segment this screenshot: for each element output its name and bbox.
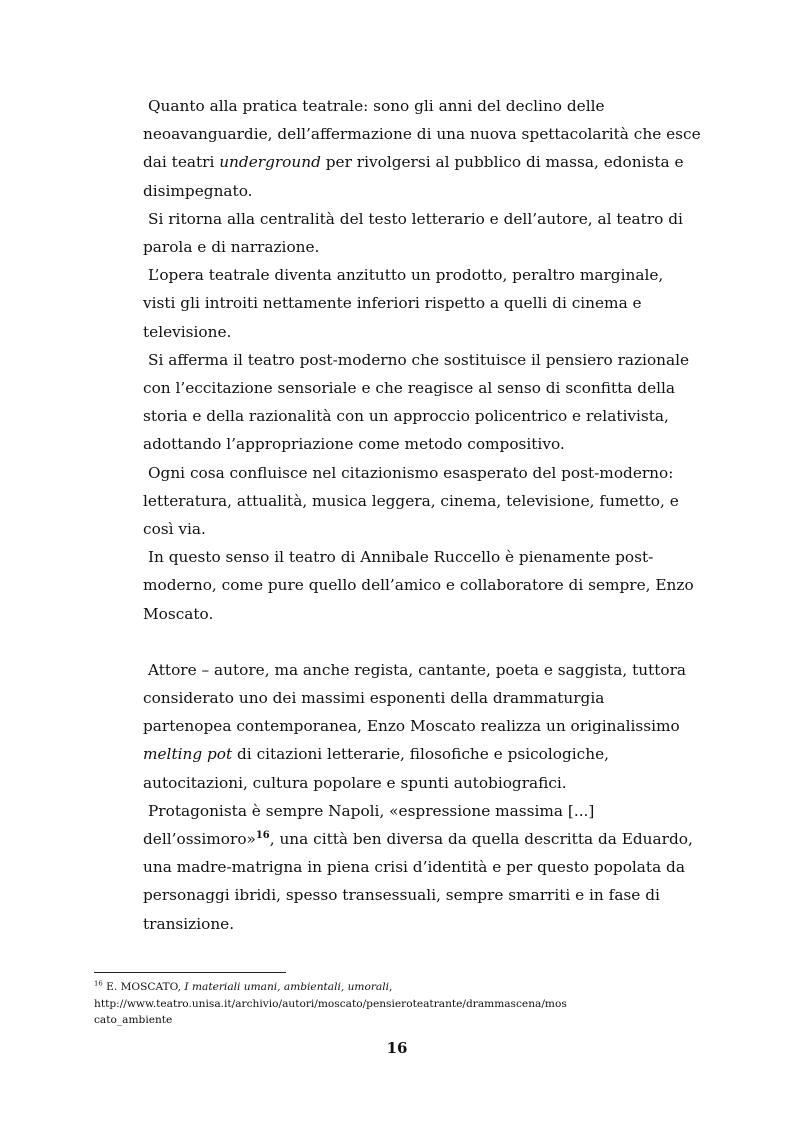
footnote-punctuation: , (389, 981, 393, 993)
text-line: con l’eccitazione sensoriale e che reagisce al senso di sconfitta della (143, 379, 676, 398)
footnote-url-continuation[interactable]: cato_ambiente (94, 1014, 173, 1026)
text-line: Si ritorna alla centralità del testo letterario e dell’autore, al teatro di (148, 209, 683, 228)
italic-term: melting pot (143, 745, 233, 764)
footnote-author: E. MOSCATO, (102, 981, 185, 993)
text-line: Moscato. (143, 604, 214, 623)
text-line: moderno, come pure quello dell’amico e collaboratore di sempre, Enzo (143, 576, 694, 595)
footnote-title: I materiali umani, ambientali, umorali (184, 981, 390, 993)
footnote-separator (94, 972, 286, 973)
text-line: Si afferma il teatro post-moderno che sostituisce il pensiero razionale (148, 350, 690, 369)
page-number: 16 (386, 1039, 408, 1057)
text-line: storia e della razionalità con un approccio policentrico e relativista, (143, 407, 669, 426)
footnote-url[interactable]: http://www.teatro.unisa.it/archivio/autori/moscato/pensieroteatrante/drammascena/mos (94, 997, 567, 1010)
text-run: , una città ben diversa da quella descritta da Eduardo, (269, 830, 693, 849)
text-line: Attore – autore, ma anche regista, cantante, poeta e saggista, tuttora (148, 660, 687, 679)
text-line: Quanto alla pratica teatrale: sono gli anni del declino delle (148, 97, 605, 115)
text-line: partenopea contemporanea, Enzo Moscato realizza un originalissimo (143, 717, 680, 736)
text-line: visti gli introiti nettamente inferiori rispetto a quelli di cinema e (143, 294, 642, 313)
footnote (94, 979, 704, 1029)
paragraph-gap (143, 628, 703, 656)
text-run: dai teatri (143, 153, 220, 172)
text-line (143, 148, 703, 176)
text-run: di citazioni letterarie, filosofiche e psicologiche, (232, 745, 610, 764)
text-line: adottando l’appropriazione come metodo compositivo. (143, 435, 565, 454)
text-line: transizione. (143, 914, 235, 933)
text-line: neoavanguardie, dell’affermazione di una nuova spettacolarità che esce (143, 125, 701, 144)
text-line: parola e di narrazione. (143, 238, 320, 257)
text-line: In questo senso il teatro di Annibale Ruccello è pienamente post- (148, 548, 654, 567)
text-line: autocitazioni, cultura popolare e spunti autobiografici. (143, 773, 567, 792)
text-run: per rivolgersi al pubblico di massa, edonista e (320, 153, 684, 172)
text-line: considerato uno dei massimi esponenti della drammaturgia (143, 689, 605, 708)
text-line: così via. (143, 520, 206, 539)
text-line: televisione. (143, 322, 232, 341)
text-line: personaggi ibridi, spesso transessuali, sempre smarriti e in fase di (143, 886, 660, 905)
footnote-number: 16 (94, 979, 103, 988)
text-line: Protagonista è sempre Napoli, «espressione massima [...] (148, 801, 595, 820)
text-line (143, 740, 703, 768)
footnote-citation (94, 979, 704, 996)
text-line: letteratura, attualità, musica leggera, cinema, televisione, fumetto, e (143, 491, 679, 510)
footnote-reference[interactable]: 16 (255, 829, 270, 841)
body-text (143, 92, 703, 938)
text-line: una madre-matrigna in piena crisi d’identità e per questo popolata da (143, 858, 685, 877)
italic-term: underground (219, 153, 321, 172)
text-line: disimpegnato. (143, 181, 253, 200)
text-run: dell’ossimoro» (143, 830, 256, 849)
text-line (143, 825, 703, 853)
text-line: Ogni cosa confluisce nel citazionismo esasperato del post-moderno: (148, 463, 674, 482)
text-line: L’opera teatrale diventa anzitutto un prodotto, peraltro marginale, (148, 266, 664, 285)
